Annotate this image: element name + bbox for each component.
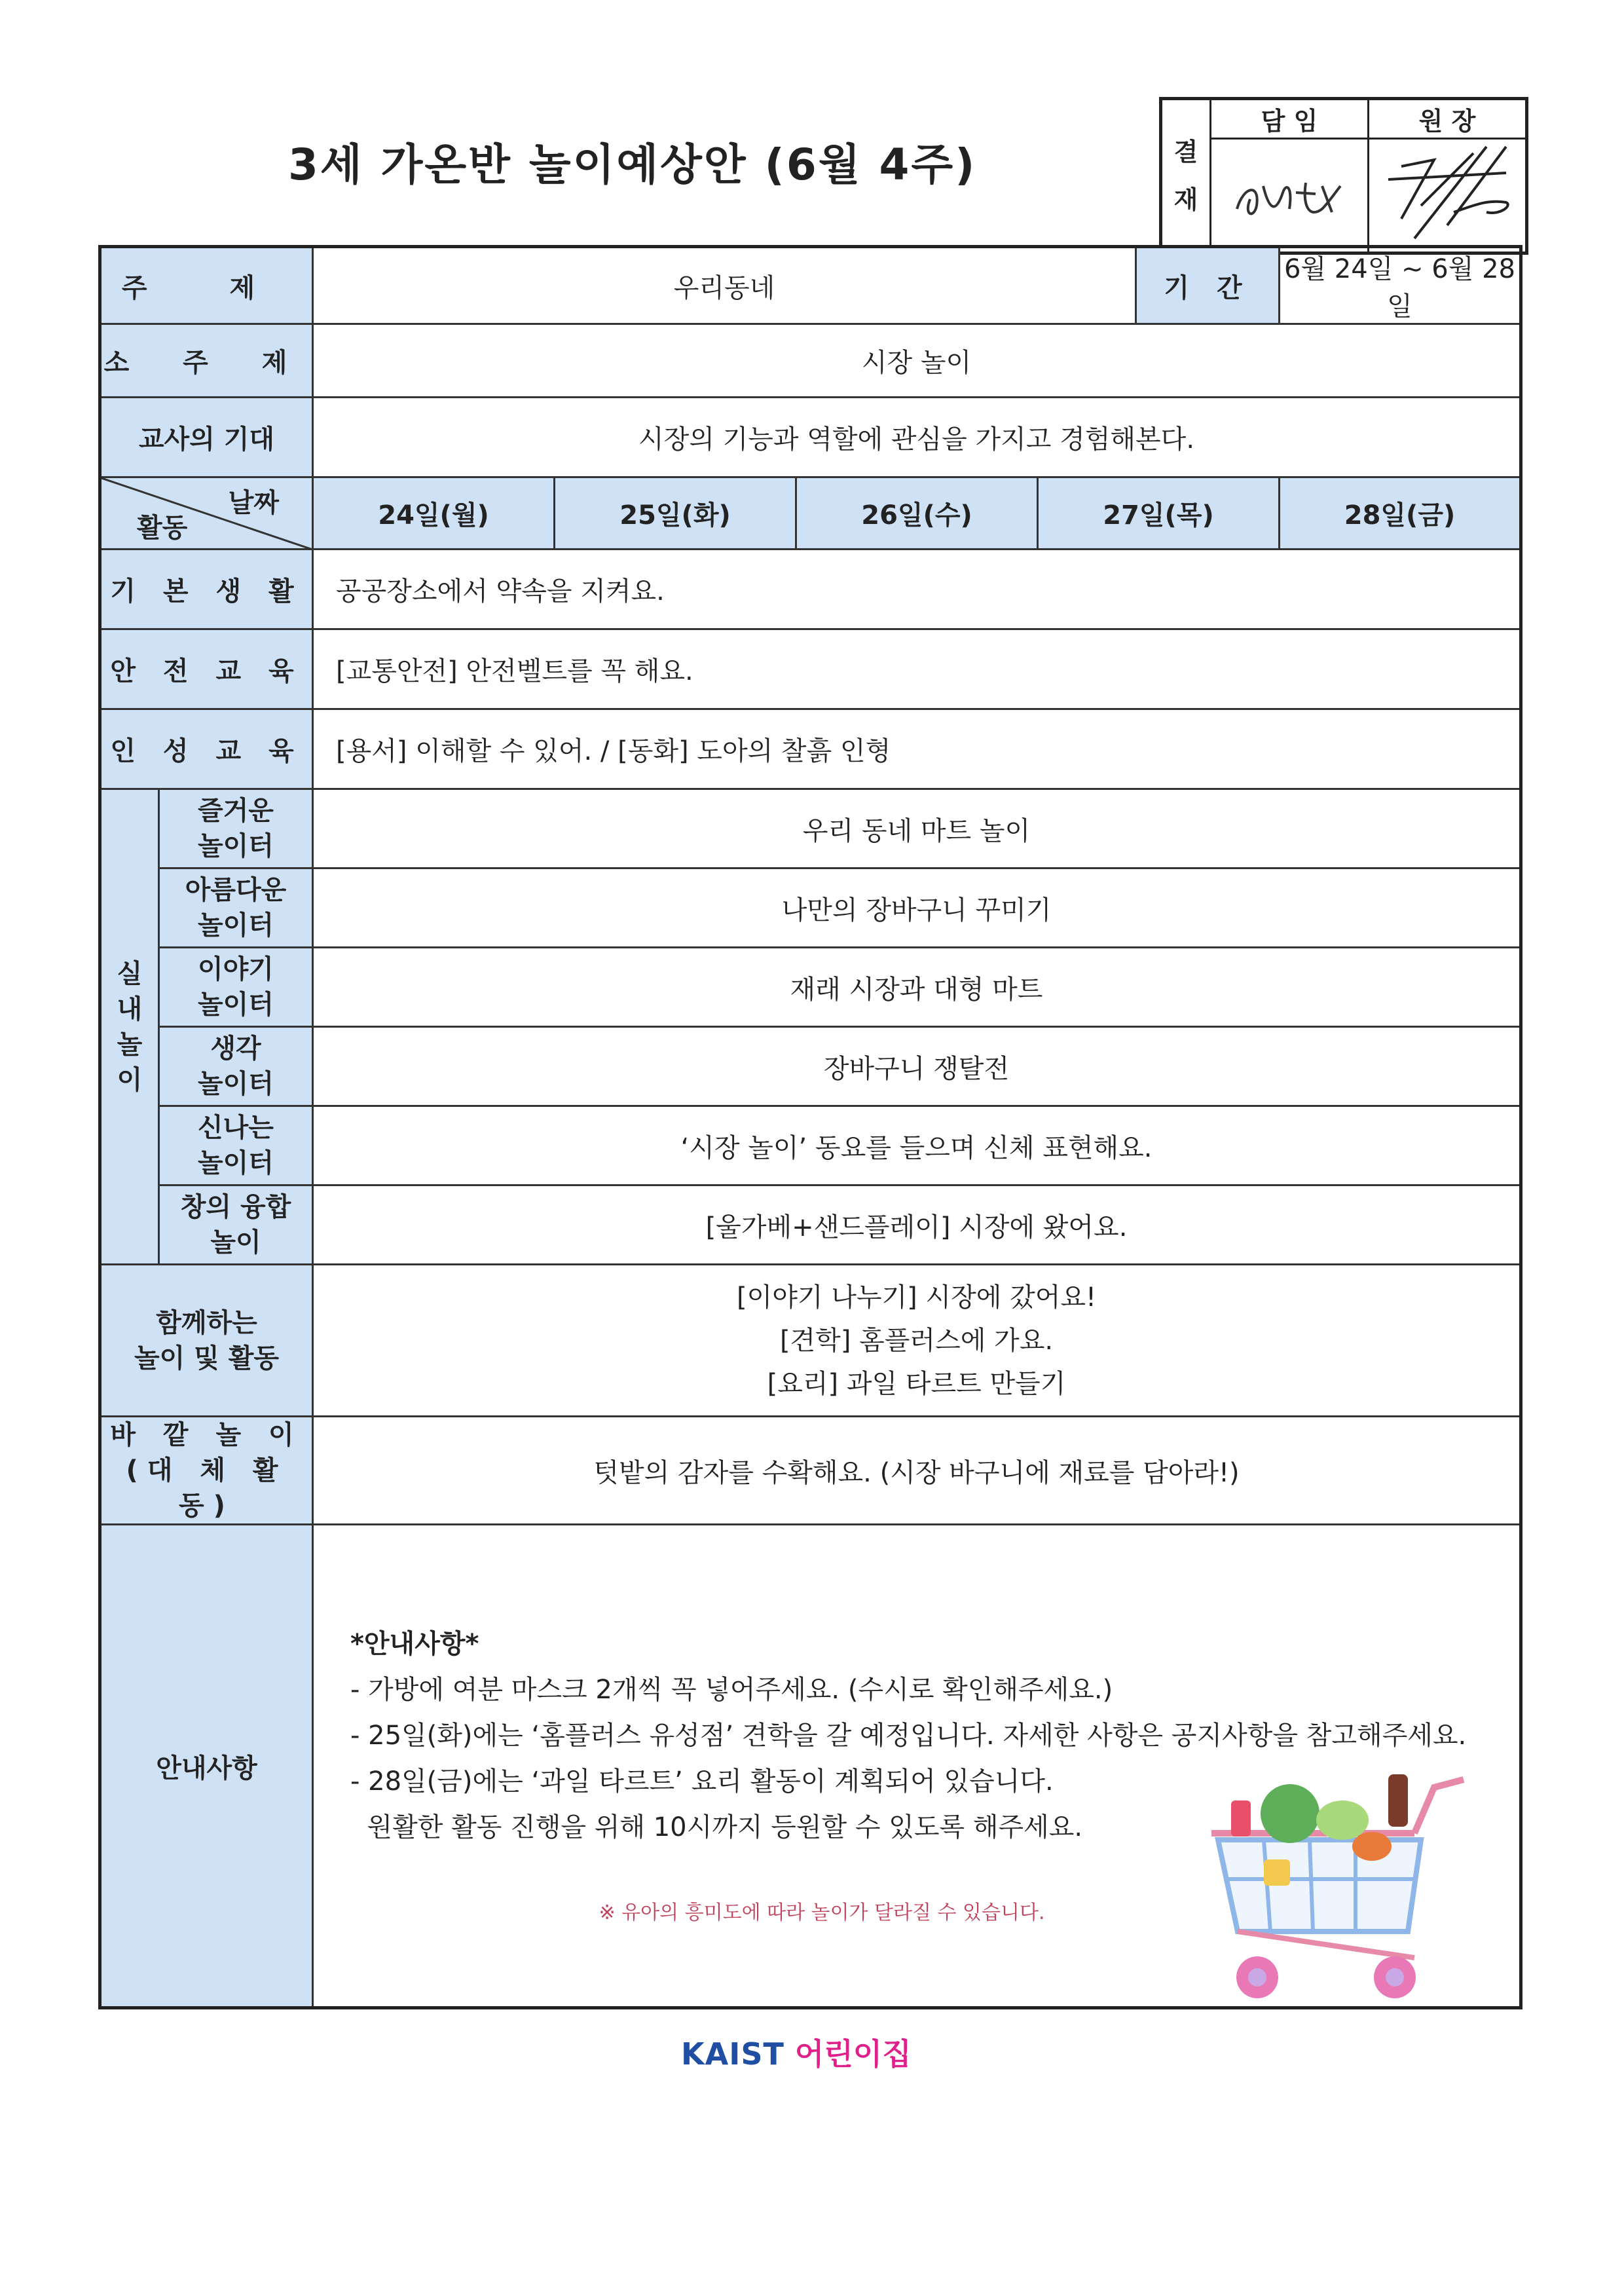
subtheme-label: 소 주 제 bbox=[100, 324, 313, 398]
expect-label: 교사의 기대 bbox=[100, 398, 313, 477]
indoor-label-5-line1: 신나는 bbox=[198, 1113, 274, 1143]
kaist-logo bbox=[681, 2030, 912, 2074]
character-value: [용서] 이해할 수 있어. / [동화] 도아의 찰흙 인형 bbox=[313, 709, 1521, 789]
page-title: 3세 가온반 놀이예상안 (6월 4주) bbox=[288, 140, 977, 190]
shopping-cart-icon bbox=[1198, 1761, 1473, 2010]
diagonal-line bbox=[101, 478, 314, 550]
approval-side-top: 결 bbox=[1173, 138, 1198, 167]
indoor-label-2-line2: 놀이터 bbox=[198, 910, 274, 941]
indoor-value-4: 장바구니 쟁탈전 bbox=[313, 1027, 1521, 1106]
expect-value: 시장의 기능과 역할에 관심을 가지고 경험해본다. bbox=[313, 398, 1521, 477]
indoor-label-1-line2: 놀이터 bbox=[198, 831, 274, 861]
director-signature-image bbox=[1375, 140, 1519, 245]
director-signature bbox=[1369, 139, 1527, 253]
period-label: 기 간 bbox=[1136, 247, 1280, 324]
day-header-fri: 28일(금) bbox=[1280, 477, 1521, 550]
character-label: 인 성 교 육 bbox=[100, 709, 313, 789]
outdoor-label-line1: 바 깥 놀 이 bbox=[110, 1420, 303, 1450]
indoor-play-label bbox=[100, 789, 159, 1265]
indoor-value-3: 재래 시장과 대형 마트 bbox=[313, 948, 1521, 1027]
indoor-label-4 bbox=[159, 1027, 313, 1106]
basic-life-label: 기 본 생 활 bbox=[100, 550, 313, 629]
director-label: 원 장 bbox=[1369, 99, 1527, 139]
together-label-line1: 함께하는 bbox=[156, 1307, 257, 1338]
indoor-label-2 bbox=[159, 868, 313, 948]
together-item-3: [요리] 과일 타르트 만들기 bbox=[767, 1368, 1066, 1399]
day-header-wed: 26일(수) bbox=[796, 477, 1038, 550]
logo-kindergarten-text: 어린이집 bbox=[794, 2036, 912, 2072]
safety-value: [교통안전] 안전벨트를 꼭 해요. bbox=[313, 629, 1521, 709]
day-header-mon: 24일(월) bbox=[313, 477, 555, 550]
date-activity-header bbox=[100, 477, 313, 550]
approval-box bbox=[1159, 97, 1528, 255]
teacher-signature bbox=[1211, 139, 1369, 253]
together-value bbox=[313, 1265, 1521, 1417]
notice-line-1: - 가방에 여분 마스크 2개씩 꼭 넣어주세요. (수시로 확인해주세요.) bbox=[350, 1674, 1113, 1705]
indoor-label-3 bbox=[159, 948, 313, 1027]
notice-line-2: - 25일(화)에는 ‘홈플러스 유성점’ 견학을 갈 예정입니다. 자세한 사항은 공지사항을 참고해주세요. bbox=[350, 1720, 1467, 1751]
indoor-label-6-line1: 창의 융합 bbox=[180, 1192, 291, 1222]
notice-red-note: ※ 유아의 흥미도에 따라 놀이가 달라질 수 있습니다. bbox=[599, 1901, 1045, 1924]
logo-kaist-text: KAIST bbox=[681, 2036, 784, 2072]
notice-label: 안내사항 bbox=[100, 1525, 313, 2008]
indoor-label-4-line2: 놀이터 bbox=[198, 1069, 274, 1099]
together-label bbox=[100, 1265, 313, 1417]
indoor-value-2: 나만의 장바구니 꾸미기 bbox=[313, 868, 1521, 948]
period-value: 6월 24일 ~ 6월 28일 bbox=[1280, 247, 1521, 324]
indoor-char-3: 놀 bbox=[117, 1029, 143, 1060]
indoor-char-1: 실 bbox=[117, 958, 143, 989]
plan-table bbox=[98, 245, 1522, 2009]
together-item-1: [이야기 나누기] 시장에 갔어요! bbox=[736, 1282, 1097, 1313]
indoor-char-2: 내 bbox=[117, 994, 143, 1024]
notice-title: *안내사항* bbox=[350, 1628, 479, 1659]
theme-value: 우리동네 bbox=[313, 247, 1136, 324]
diag-date-label: 날짜 bbox=[228, 488, 279, 518]
approval-side bbox=[1161, 99, 1211, 253]
indoor-value-6: [울가베+샌드플레이] 시장에 왔어요. bbox=[313, 1185, 1521, 1265]
approval-side-bottom: 재 bbox=[1173, 185, 1198, 214]
indoor-label-2-line1: 아름다운 bbox=[185, 875, 287, 905]
indoor-label-5-line2: 놀이터 bbox=[198, 1148, 274, 1178]
day-header-thu: 27일(목) bbox=[1038, 477, 1280, 550]
indoor-label-3-line2: 놀이터 bbox=[198, 990, 274, 1020]
indoor-label-6-line2: 놀이 bbox=[210, 1227, 261, 1258]
safety-label: 안 전 교 육 bbox=[100, 629, 313, 709]
indoor-label-1-line1: 즐거운 bbox=[198, 796, 274, 826]
notice-content bbox=[313, 1525, 1521, 2008]
subtheme-value: 시장 놀이 bbox=[313, 324, 1521, 398]
indoor-value-1: 우리 동네 마트 놀이 bbox=[313, 789, 1521, 868]
theme-label: 주 제 bbox=[100, 247, 313, 324]
indoor-label-6 bbox=[159, 1185, 313, 1265]
indoor-label-1 bbox=[159, 789, 313, 868]
teacher-label: 담 임 bbox=[1211, 99, 1369, 139]
indoor-label-5 bbox=[159, 1106, 313, 1185]
day-header-tue: 25일(화) bbox=[555, 477, 796, 550]
diag-activity-label: 활동 bbox=[137, 513, 188, 543]
indoor-value-5: ‘시장 놀이’ 동요를 들으며 신체 표현해요. bbox=[313, 1106, 1521, 1185]
indoor-label-3-line1: 이야기 bbox=[198, 954, 274, 984]
together-label-line2: 놀이 및 활동 bbox=[134, 1343, 280, 1373]
notice-line-4: 원활한 활동 진행을 위해 10시까지 등원할 수 있도록 해주세요. bbox=[350, 1812, 1083, 1842]
indoor-char-4: 이 bbox=[117, 1064, 143, 1095]
indoor-label-4-line1: 생각 bbox=[210, 1034, 261, 1064]
basic-life-value: 공공장소에서 약속을 지켜요. bbox=[313, 550, 1521, 629]
together-item-2: [견학] 홈플러스에 가요. bbox=[779, 1325, 1054, 1356]
teacher-signature-image bbox=[1224, 147, 1355, 238]
outdoor-value: 텃밭의 감자를 수확해요. (시장 바구니에 재료를 담아라!) bbox=[313, 1417, 1521, 1525]
outdoor-label-line2: (대 체 활 동) bbox=[126, 1455, 287, 1521]
notice-line-3: - 28일(금)에는 ‘과일 타르트’ 요리 활동이 계획되어 있습니다. bbox=[350, 1766, 1054, 1797]
outdoor-label bbox=[100, 1417, 313, 1525]
